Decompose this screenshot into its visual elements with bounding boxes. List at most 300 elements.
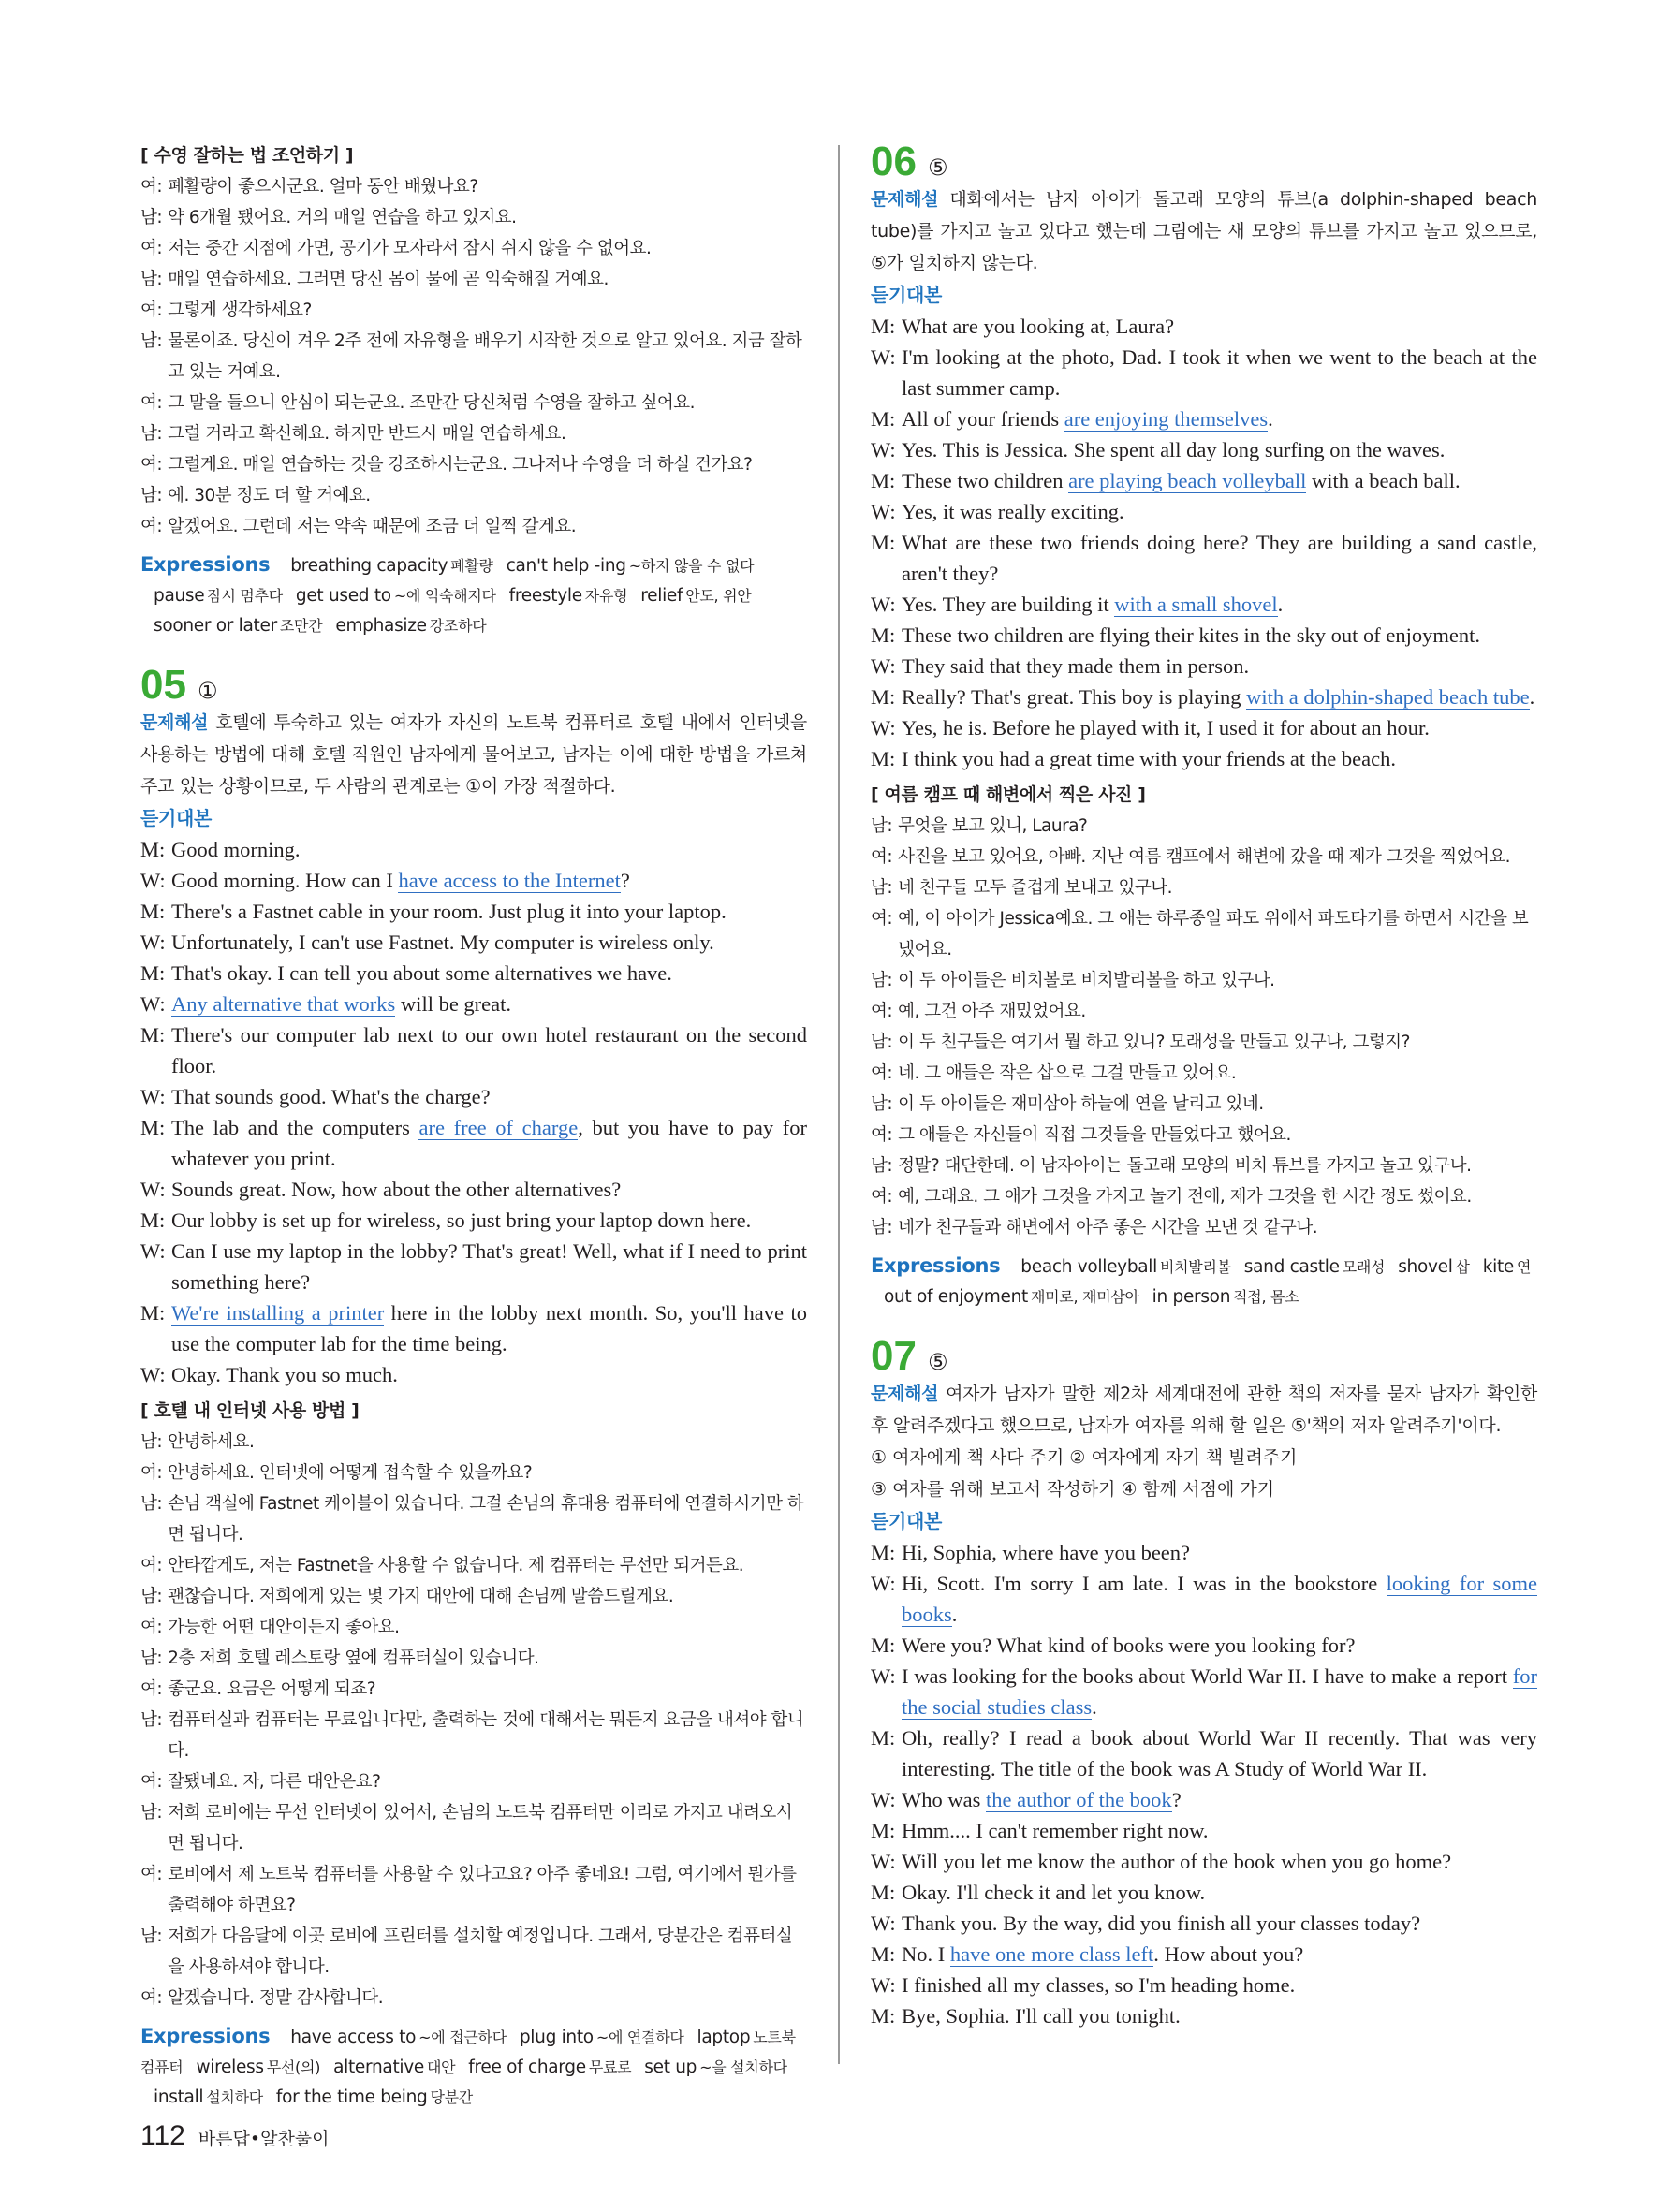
speaker-label: W:: [871, 1973, 896, 1997]
text-segment: Bye, Sophia. I'll call you tonight.: [902, 2004, 1181, 2028]
translation-line: [871, 1181, 1537, 1212]
q05-explanation-text: 호텔에 투숙하고 있는 여자가 자신의 노트북 컴퓨터로 호텔 내에서 인터넷을 사용하는 방법에 대해 호텔 직원인 남자에게 물어보고, 남자는 이에 대한 방법을 가르쳐주고 있는 상황이므로, 두 사람의 관계로는 ①이 가장 적절하다.: [140, 712, 807, 797]
q04-translation: [140, 171, 807, 542]
dialogue-line: [871, 1939, 1537, 1970]
expression-term: set up: [644, 2058, 697, 2077]
text-segment: Yes, it was really exciting.: [902, 500, 1124, 523]
translation-text: 네가 친구들과 해변에서 아주 좋은 시간을 보낸 것 같구나.: [898, 1218, 1318, 1238]
dialogue-text: [171, 1359, 807, 1390]
dialogue-line: [140, 927, 807, 958]
expression-gloss: 모래성: [1342, 1258, 1386, 1276]
speaker-label: 남:: [140, 331, 163, 351]
q07-options-line: ③ 여자를 위해 보고서 작성하기 ④ 함께 서점에 가기: [871, 1479, 1275, 1500]
expression-gloss: 안도, 위안: [685, 587, 752, 605]
speaker-label: M:: [140, 1116, 166, 1139]
translation-line: [140, 1766, 807, 1797]
speaker-label: 여:: [140, 455, 163, 475]
speaker-label: 남:: [140, 1432, 163, 1452]
expression-term: plug into: [519, 2028, 594, 2047]
translation-text: 이 두 아이들은 재미삼아 하늘에 연을 날리고 있네.: [898, 1094, 1264, 1114]
text-segment: Oh, really? I read a book about World War II recently. That was very interesting. The title of the book was A Study of World War II.: [902, 1726, 1537, 1780]
translation-line: [140, 295, 807, 326]
expression-gloss: ~에 연결하다: [595, 2029, 684, 2046]
dialogue-text: [902, 434, 1537, 465]
speaker-label: W:: [871, 345, 896, 369]
dialogue-line: [140, 865, 807, 896]
q05-answer: ①: [197, 678, 218, 704]
expression-term: can't help -ing: [506, 556, 626, 576]
expression-term: kite: [1482, 1257, 1514, 1277]
text-segment: , but you have to pay for whatever you print.: [171, 1116, 807, 1170]
text-segment: What are you looking at, Laura?: [902, 315, 1175, 338]
dialogue-text: [171, 834, 807, 865]
q06-translation-title: [ 여름 캠프 때 해변에서 찍은 사진 ]: [871, 784, 1146, 805]
q05-explanation: [140, 707, 807, 802]
dictation-blank: are playing beach volleyball: [1068, 469, 1307, 492]
dialogue-line: [140, 1019, 807, 1081]
q05-expressions: [140, 2021, 807, 2113]
translation-text: 저는 중간 지점에 가면, 공기가 모자라서 잠시 쉬지 않을 수 없어요.: [168, 239, 652, 258]
dictation-blank: have access to the Internet: [398, 869, 621, 892]
dialogue-line: [140, 1236, 807, 1297]
translation-line: [871, 811, 1537, 842]
translation-text: 약 6개월 됐어요. 거의 매일 연습을 하고 있지요.: [168, 208, 517, 227]
speaker-label: 남:: [140, 1587, 163, 1606]
speaker-label: M:: [871, 1819, 896, 1842]
speaker-label: 남:: [871, 1156, 893, 1176]
dictation-blank: are free of charge: [418, 1116, 579, 1139]
dialogue-text: [902, 1877, 1537, 1908]
speaker-label: 남:: [140, 270, 163, 289]
dictation-blank: looking for some books: [902, 1572, 1537, 1626]
speaker-label: 여:: [140, 177, 163, 197]
translation-line: [140, 1488, 807, 1550]
dialogue-line: [140, 1112, 807, 1174]
expression-gloss: ~에 접근하다: [418, 2029, 507, 2046]
speaker-label: M:: [140, 838, 166, 861]
text-segment: There's our computer lab next to our own hotel restaurant on the second floor.: [171, 1023, 807, 1077]
expression-term: free of charge: [468, 2058, 586, 2077]
q06-number: 06: [871, 139, 917, 184]
speaker-label: M:: [871, 1633, 896, 1657]
speaker-label: 남:: [140, 424, 163, 444]
text-segment: Hi, Scott. I'm sorry I am late. I was in the bookstore: [902, 1572, 1387, 1595]
translation-line: [871, 1120, 1537, 1150]
dictation-blank: for the social studies class: [902, 1664, 1537, 1719]
dialogue-line: [871, 527, 1537, 589]
text-segment: Sounds great. Now, how about the other alternatives?: [171, 1178, 622, 1201]
text-segment: .: [1529, 685, 1535, 709]
left-column: [140, 140, 807, 2113]
dialogue-text: [902, 1537, 1537, 1568]
text-segment: These two children: [902, 469, 1069, 492]
speaker-label: M:: [871, 407, 896, 431]
translation-line: [871, 1212, 1537, 1243]
text-segment: No. I: [902, 1942, 950, 1966]
dialogue-text: [902, 1970, 1537, 2000]
text-segment: Who was: [902, 1788, 986, 1811]
translation-text: 좋군요. 요금은 어떻게 되죠?: [168, 1679, 376, 1699]
q06-explanation-label: 문제해설: [871, 189, 939, 210]
dialogue-line: [871, 2000, 1537, 2031]
text-segment: What are these two friends doing here? They are building a sand castle, aren't they?: [902, 531, 1537, 585]
right-column: [871, 140, 1537, 2031]
text-segment: Yes. They are building it: [902, 593, 1115, 616]
speaker-label: W:: [871, 654, 896, 678]
translation-line: [140, 1612, 807, 1643]
expression-gloss: ~하지 않을 수 없다: [628, 557, 755, 575]
speaker-label: 여:: [140, 1618, 163, 1637]
expression-term: freestyle: [508, 586, 582, 606]
dialogue-text: [171, 1174, 807, 1205]
expression-gloss: 무료로: [588, 2058, 632, 2076]
dialogue-text: [902, 1568, 1537, 1630]
speaker-label: 여:: [140, 393, 163, 413]
translation-text: 폐활량이 좋으시군요. 얼마 동안 배웠나요?: [168, 177, 478, 197]
dialogue-line: [871, 311, 1537, 342]
speaker-label: 남:: [871, 971, 893, 990]
q07-explanation-text: 여자가 남자가 말한 제2차 세계대전에 관한 책의 저자를 묻자 남자가 확인한 후 알려주겠다고 했으므로, 남자가 여자를 위해 할 일은 ⑤'책의 저자 알려주기'이다.: [871, 1384, 1537, 1436]
text-segment: ?: [620, 869, 630, 892]
expression-gloss: 연: [1517, 1258, 1532, 1276]
translation-text: 2층 저희 호텔 레스토랑 옆에 컴퓨터실이 있습니다.: [168, 1648, 539, 1668]
text-segment: Unfortunately, I can't use Fastnet. My computer is wireless only.: [171, 930, 714, 954]
dialogue-text: [902, 2000, 1537, 2031]
dialogue-text: [902, 527, 1537, 589]
text-segment: Really? That's great. This boy is playing: [902, 685, 1247, 709]
expression-gloss: 직접, 몸소: [1233, 1288, 1299, 1306]
dialogue-line: [871, 589, 1537, 620]
speaker-label: 여:: [140, 1988, 163, 2008]
speaker-label: 남:: [140, 1494, 163, 1514]
dialogue-text: [171, 1205, 807, 1236]
dialogue-text: [171, 1019, 807, 1081]
q07-explanation: [871, 1378, 1537, 1442]
speaker-label: W:: [140, 930, 166, 954]
speaker-label: 여:: [140, 1772, 163, 1792]
speaker-label: 여:: [871, 847, 893, 867]
expression-term: breathing capacity: [290, 556, 448, 576]
translation-line: [140, 449, 807, 480]
text-segment: Okay. I'll check it and let you know.: [902, 1881, 1206, 1904]
expression-gloss: 삽: [1455, 1258, 1470, 1276]
speaker-label: M:: [871, 315, 896, 338]
q04-translation-title: [ 수영 잘하는 법 조언하기 ]: [140, 145, 354, 166]
text-segment: Good morning. How can I: [171, 869, 399, 892]
translation-line: [140, 511, 807, 542]
translation-line: [140, 1705, 807, 1766]
dialogue-text: [171, 1112, 807, 1174]
translation-line: [140, 202, 807, 233]
dialogue-line: [871, 1537, 1537, 1568]
dialogue-line: [871, 1846, 1537, 1877]
text-segment: That sounds good. What's the charge?: [171, 1085, 491, 1108]
expressions-label: Expressions: [871, 1254, 1001, 1277]
translation-line: [871, 1150, 1537, 1181]
dialogue-line: [871, 1568, 1537, 1630]
page-number: 112: [140, 2120, 185, 2151]
translation-line: [140, 1581, 807, 1612]
speaker-label: M:: [871, 623, 896, 647]
text-segment: Yes, he is. Before he played with it, I used it for about an hour.: [902, 716, 1430, 740]
speaker-label: W:: [871, 500, 896, 523]
dialogue-line: [871, 1630, 1537, 1661]
dialogue-line: [871, 1815, 1537, 1846]
expression-term: in person: [1152, 1287, 1231, 1307]
translation-text: 예, 그건 아주 재밌었어요.: [898, 1002, 1086, 1021]
dictation-blank: with a dolphin-shaped beach tube: [1246, 685, 1530, 709]
expression-term: sand castle: [1243, 1257, 1340, 1277]
speaker-label: W:: [140, 1085, 166, 1108]
text-segment: All of your friends: [902, 407, 1064, 431]
dialogue-text: [902, 1722, 1537, 1784]
translation-line: [871, 1058, 1537, 1089]
text-segment: Hmm.... I can't remember right now.: [902, 1819, 1209, 1842]
translation-line: [140, 1458, 807, 1488]
translation-text: 그럴 거라고 확신해요. 하지만 반드시 매일 연습하세요.: [168, 424, 566, 444]
text-segment: Hi, Sophia, where have you been?: [902, 1541, 1191, 1564]
expression-term: laptop: [697, 2028, 751, 2047]
speaker-label: 남:: [871, 878, 893, 898]
translation-text: 예, 이 아이가 Jessica예요. 그 애는 하루종일 파도 위에서 파도타기를 하면서 시간을 보냈어요.: [898, 909, 1529, 960]
expression-gloss: 자유형: [584, 587, 628, 605]
translation-line: [140, 1921, 807, 1983]
dialogue-text: [902, 1908, 1537, 1939]
translation-line: [140, 1674, 807, 1705]
translation-text: 잘됐네요. 자, 다른 대안은요?: [168, 1772, 381, 1792]
speaker-label: M:: [871, 1881, 896, 1904]
translation-line: [140, 1427, 807, 1458]
dialogue-line: [140, 896, 807, 927]
translation-text: 물론이죠. 당신이 겨우 2주 전에 자유형을 배우기 시작한 것으로 알고 있어요. 지금 잘하고 있는 거예요.: [168, 331, 802, 382]
dialogue-line: [871, 651, 1537, 681]
dialogue-line: [871, 1661, 1537, 1722]
translation-line: [871, 872, 1537, 903]
speaker-label: 남:: [140, 1648, 163, 1668]
speaker-label: M:: [871, 747, 896, 770]
q07-options-line: ① 여자에게 책 사다 주기 ② 여자에게 자기 책 빌려주기: [871, 1447, 1298, 1468]
speaker-label: 여:: [140, 239, 163, 258]
speaker-label: W:: [871, 1850, 896, 1873]
dialogue-text: [902, 1939, 1537, 1970]
dictation-blank: have one more class left: [949, 1942, 1154, 1966]
translation-line: [871, 1089, 1537, 1120]
expression-term: relief: [640, 586, 683, 606]
speaker-label: 남:: [871, 1218, 893, 1238]
dictation-blank: with a small shovel: [1114, 593, 1278, 616]
page-footer: [140, 2120, 330, 2152]
dialogue-text: [902, 620, 1537, 651]
translation-text: 이 두 아이들은 비치볼로 비치발리볼을 하고 있구나.: [898, 971, 1275, 990]
translation-text: 괜찮습니다. 저희에게 있는 몇 가지 대안에 대해 손님께 말씀드릴게요.: [168, 1587, 674, 1606]
dialogue-text: [902, 589, 1537, 620]
book-title: 바른답•알찬풀이: [198, 2129, 330, 2149]
speaker-label: 여:: [140, 1865, 163, 1884]
q05-header: [140, 664, 807, 707]
dialogue-line: [140, 834, 807, 865]
translation-text: 로비에서 제 노트북 컴퓨터를 사용할 수 있다고요? 아주 좋네요! 그럼, 여기에서 뭔가를 출력해야 하면요?: [168, 1865, 797, 1915]
translation-text: 그 말을 들으니 안심이 되는군요. 조만간 당신처럼 수영을 잘하고 싶어요.: [168, 393, 696, 413]
speaker-label: 남:: [871, 816, 893, 836]
speaker-label: W:: [871, 1664, 896, 1688]
speaker-label: 여:: [140, 1463, 163, 1483]
speaker-label: 남:: [140, 486, 163, 505]
text-segment: ?: [1171, 1788, 1182, 1811]
translation-text: 네 친구들 모두 즐겁게 보내고 있구나.: [898, 878, 1172, 898]
dialogue-text: [171, 1236, 807, 1297]
text-segment: The lab and the computers: [171, 1116, 419, 1139]
q05-script-label: 듣기대본: [140, 807, 213, 829]
speaker-label: W:: [140, 1239, 166, 1263]
translation-text: 네. 그 애들은 작은 삽으로 그걸 만들고 있어요.: [898, 1063, 1237, 1083]
speaker-label: 여:: [140, 1556, 163, 1575]
q06-answer: ⑤: [927, 154, 948, 181]
text-segment: I was looking for the books about World War II. I have to make a report: [902, 1664, 1513, 1688]
text-segment: Thank you. By the way, did you finish all your classes today?: [902, 1912, 1421, 1935]
q07-header: [871, 1335, 1537, 1378]
text-segment: I'm looking at the photo, Dad. I took it when we went to the beach at the last summer camp.: [902, 345, 1537, 400]
translation-line: [140, 1983, 807, 2014]
dialogue-line: [871, 712, 1537, 743]
speaker-label: W:: [871, 1788, 896, 1811]
expression-gloss: 강조하다: [429, 617, 487, 635]
translation-line: [871, 903, 1537, 965]
dialogue-text: [902, 1846, 1537, 1877]
speaker-label: 여:: [140, 1679, 163, 1699]
q06-explanation-text: 대화에서는 남자 아이가 돌고래 모양의 튜브(a dolphin-shaped beach tube)를 가지고 놀고 있다고 했는데 그림에는 새 모양의 튜브를 가지고 놀고 있으므로, ⑤가 일치하지 않는다.: [871, 189, 1537, 273]
dialogue-text: [171, 896, 807, 927]
speaker-label: W:: [871, 1912, 896, 1935]
expression-gloss: 조만간: [279, 617, 323, 635]
text-segment: Good morning.: [171, 838, 301, 861]
text-segment: will be great.: [395, 992, 512, 1016]
text-segment: .: [1268, 407, 1273, 431]
speaker-label: W:: [140, 1178, 166, 1201]
translation-line: [871, 842, 1537, 872]
expression-term: for the time being: [275, 2087, 428, 2107]
translation-text: 알겠어요. 그런데 저는 약속 때문에 조금 더 일찍 갈게요.: [168, 517, 577, 536]
q05-number: 05: [140, 662, 186, 708]
q06-expressions: [871, 1251, 1537, 1312]
dialogue-text: [171, 1081, 807, 1112]
translation-text: 안타깝게도, 저는 Fastnet을 사용할 수 없습니다. 제 컴퓨터는 무선만 되거든요.: [168, 1556, 744, 1575]
text-segment: Were you? What kind of books were you looking for?: [902, 1633, 1356, 1657]
translation-text: 손님 객실에 Fastnet 케이블이 있습니다. 그걸 손님의 휴대용 컴퓨터에 연결하시기만 하면 됩니다.: [168, 1494, 804, 1545]
dialogue-line: [871, 1722, 1537, 1784]
expression-gloss: 노트북 컴퓨터: [140, 2029, 796, 2076]
expression-term: get used to: [295, 586, 391, 606]
dialogue-line: [871, 620, 1537, 651]
speaker-label: W:: [140, 992, 166, 1016]
speaker-label: M:: [871, 531, 896, 554]
dialogue-text: [171, 989, 807, 1019]
speaker-label: M:: [871, 685, 896, 709]
dialogue-line: [871, 434, 1537, 465]
translation-line: [140, 480, 807, 511]
expression-gloss: ~을 설치하다: [699, 2058, 787, 2076]
text-segment: I think you had a great time with your friends at the beach.: [902, 747, 1396, 770]
q05-translation: [140, 1427, 807, 2014]
expression-gloss: 잠시 멈추다: [207, 587, 283, 605]
translation-text: 무엇을 보고 있니, Laura?: [898, 816, 1088, 836]
speaker-label: M:: [140, 1209, 166, 1232]
text-segment: Okay. Thank you so much.: [171, 1363, 398, 1386]
dialogue-line: [871, 403, 1537, 434]
q07-script-label: 듣기대본: [871, 1510, 943, 1532]
speaker-label: W:: [871, 438, 896, 461]
dialogue-line: [140, 1174, 807, 1205]
dialogue-line: [871, 465, 1537, 496]
text-segment: Will you let me know the author of the book when you go home?: [902, 1850, 1452, 1873]
speaker-label: M:: [871, 469, 896, 492]
text-segment: These two children are flying their kites in the sky out of enjoyment.: [902, 623, 1480, 647]
translation-text: 예. 30분 정도 더 할 거예요.: [168, 486, 371, 505]
column-divider: [838, 145, 840, 2064]
speaker-label: M:: [140, 1301, 166, 1325]
speaker-label: 남:: [871, 1094, 893, 1114]
dictation-blank: the author of the book: [985, 1788, 1172, 1811]
translation-text: 가능한 어떤 대안이든지 좋아요.: [168, 1618, 400, 1637]
translation-text: 그럴게요. 매일 연습하는 것을 강조하시는군요. 그나저나 수영을 더 하실 건가요?: [168, 455, 753, 475]
text-segment: here in the lobby next month. So, you'll have to use the computer lab for the time being.: [171, 1301, 807, 1355]
expression-gloss: 무선(의): [266, 2058, 321, 2076]
translation-text: 그렇게 생각하세요?: [168, 300, 312, 320]
dialogue-line: [140, 1081, 807, 1112]
speaker-label: 여:: [871, 1063, 893, 1083]
speaker-label: 남:: [140, 1803, 163, 1823]
translation-text: 그 애들은 자신들이 직접 그것들을 만들었다고 했어요.: [898, 1125, 1291, 1145]
expression-gloss: 재미로, 재미삼아: [1031, 1288, 1139, 1306]
dictation-blank: are enjoying themselves: [1064, 407, 1269, 431]
speaker-label: W:: [871, 716, 896, 740]
translation-text: 이 두 친구들은 여기서 뭘 하고 있니? 모래성을 만들고 있구나, 그렇지?: [898, 1033, 1410, 1052]
speaker-label: M:: [140, 1023, 166, 1047]
dialogue-text: [902, 1784, 1537, 1815]
text-segment: .: [1092, 1695, 1097, 1719]
dialogue-text: [902, 743, 1537, 774]
speaker-label: M:: [871, 1726, 896, 1750]
expression-gloss: 폐활량: [450, 557, 493, 575]
speaker-label: 남:: [140, 1926, 163, 1946]
speaker-label: M:: [871, 1541, 896, 1564]
translation-line: [140, 388, 807, 418]
text-segment: .: [1277, 593, 1284, 616]
translation-text: 정말? 대단한데. 이 남자아이는 돌고래 모양의 비치 튜브를 가지고 놀고 있구나.: [898, 1156, 1472, 1176]
speaker-label: M:: [871, 1942, 896, 1966]
expression-gloss: 당분간: [430, 2088, 473, 2106]
dialogue-text: [902, 1815, 1537, 1846]
speaker-label: 남:: [871, 1033, 893, 1052]
dictation-blank: Any alternative that works: [171, 992, 396, 1016]
q05-explanation-label: 문제해설: [140, 712, 209, 733]
expression-term: emphasize: [335, 616, 427, 636]
speaker-label: W:: [140, 1363, 166, 1386]
dialogue-text: [902, 342, 1537, 403]
dialogue-line: [140, 989, 807, 1019]
translation-text: 사진을 보고 있어요, 아빠. 지난 여름 캠프에서 해변에 갔을 때 제가 그것을 찍었어요.: [898, 847, 1511, 867]
translation-line: [140, 264, 807, 295]
dialogue-text: [902, 651, 1537, 681]
dialogue-text: [902, 1630, 1537, 1661]
translation-line: [140, 326, 807, 388]
text-segment: There's a Fastnet cable in your room. Just plug it into your laptop.: [171, 900, 727, 923]
text-segment: That's okay. I can tell you about some alternatives we have.: [171, 961, 672, 985]
q05-script: [140, 834, 807, 1390]
dialogue-text: [902, 403, 1537, 434]
text-segment: I finished all my classes, so I'm heading home.: [902, 1973, 1296, 1997]
text-segment: .: [951, 1603, 958, 1626]
expression-term: pause: [154, 586, 205, 606]
